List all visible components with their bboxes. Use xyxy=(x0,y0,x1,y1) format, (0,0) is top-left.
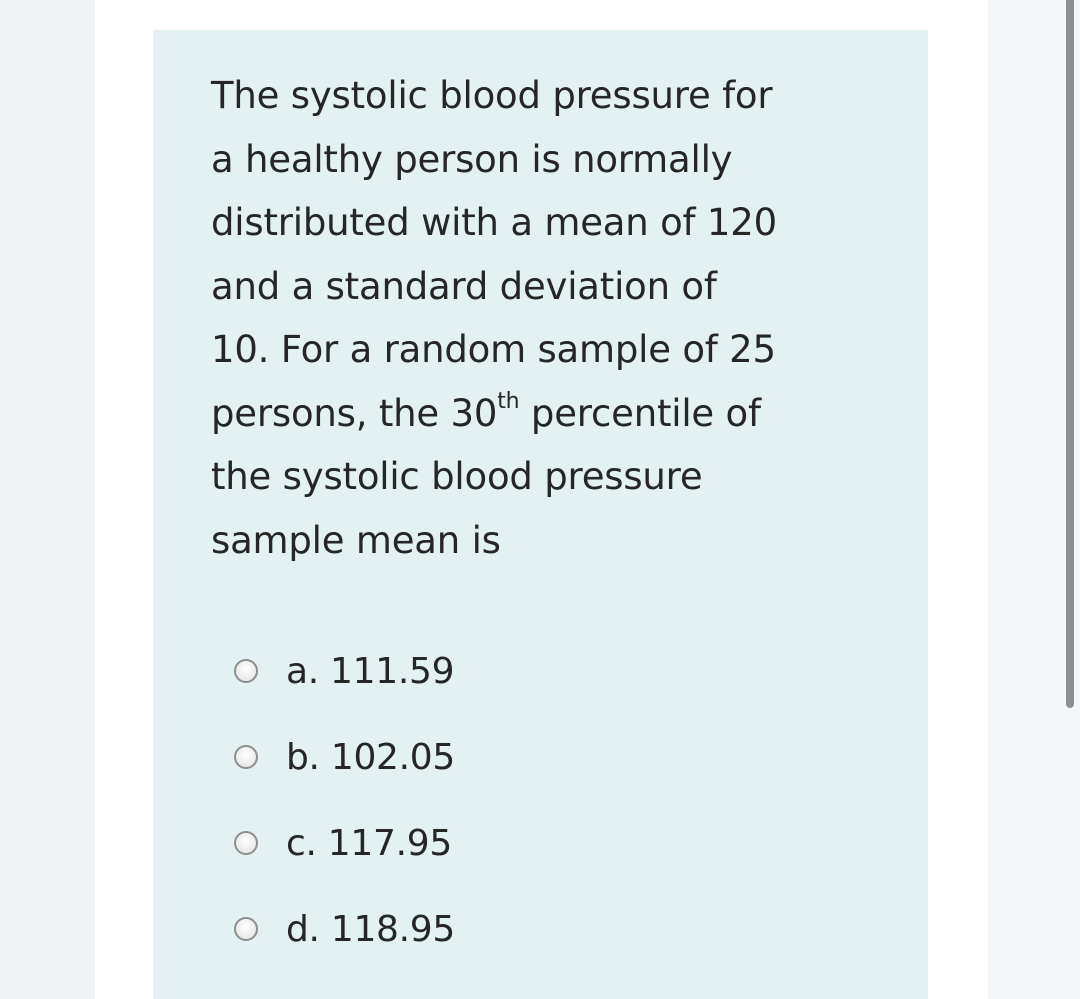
answer-options xyxy=(234,628,834,972)
question-line-part: percentile of xyxy=(519,391,761,435)
option-label[interactable]: d. 118.95 xyxy=(286,908,456,950)
option-a[interactable] xyxy=(234,628,834,714)
option-d[interactable] xyxy=(234,886,834,972)
question-line: distributed with a mean of 120 xyxy=(211,201,777,244)
question-line: a healthy person is normally xyxy=(211,137,733,181)
option-c[interactable] xyxy=(234,800,834,886)
question-line: and a standard deviation of xyxy=(211,264,717,308)
question-line-part: persons, the 30 xyxy=(211,391,498,435)
radio-button-icon[interactable] xyxy=(234,745,258,769)
radio-button-icon[interactable] xyxy=(234,917,258,941)
option-b[interactable] xyxy=(234,714,834,800)
question-line: The systolic blood pressure for xyxy=(211,74,773,117)
question-line: sample mean is xyxy=(211,518,501,562)
scrollbar-thumb[interactable] xyxy=(1066,0,1074,708)
radio-button-icon[interactable] xyxy=(234,831,258,855)
option-label[interactable]: a. 111.59 xyxy=(286,650,455,692)
left-margin xyxy=(0,0,95,999)
question-line xyxy=(211,382,891,446)
option-label[interactable]: b. 102.05 xyxy=(286,736,456,778)
question-line: the systolic blood pressure xyxy=(211,455,703,498)
question-line: 10. For a random sample of 25 xyxy=(211,328,776,371)
question-text xyxy=(211,64,891,572)
option-label[interactable]: c. 117.95 xyxy=(286,822,452,864)
ordinal-superscript: th xyxy=(497,389,520,415)
radio-button-icon[interactable] xyxy=(234,659,258,683)
